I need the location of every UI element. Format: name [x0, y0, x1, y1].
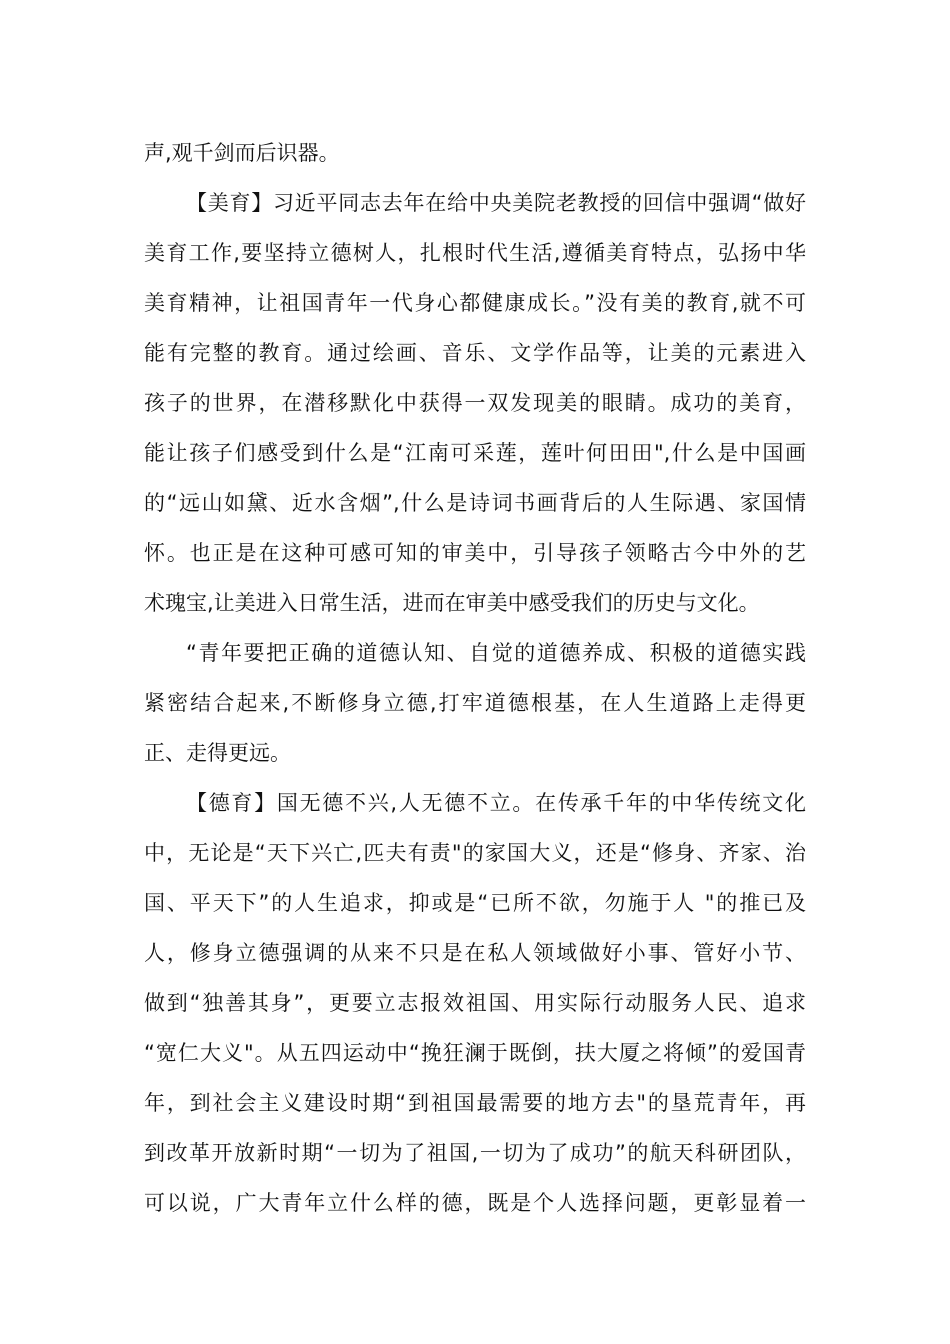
text-line-paragraph-start: “青年要把正确的道德认知、自觉的道德养成、积极的道德实践 [186, 641, 806, 665]
text-line: 美育工作,要坚持立德树人，扎根时代生活,遵循美育特点，弘扬中华 [144, 241, 806, 265]
text-line: 术瑰宝,让美进入日常生活，进而在审美中感受我们的历史与文化。 [144, 591, 760, 615]
text-line: 年，到社会主义建设时期“到祖国最需要的地方去"的垦荒青年，再 [144, 1091, 806, 1115]
text-line: 可以说，广大青年立什么样的德，既是个人选择问题，更彰显着一 [144, 1191, 806, 1215]
text-line: 中，无论是“天下兴亡,匹夫有责"的家国大义，还是“修身、齐家、治 [144, 841, 806, 865]
text-line: 紧密结合起来,不断修身立德,打牢道德根基，在人生道路上走得更 [144, 691, 806, 715]
text-line: 声,观千剑而后识器。 [144, 141, 340, 165]
text-line: 能让孩子们感受到什么是“江南可采莲，莲叶何田田",什么是中国画 [144, 441, 806, 465]
text-line: 能有完整的教育。通过绘画、音乐、文学作品等，让美的元素进入 [144, 341, 806, 365]
text-line: 美育精神，让祖国青年一代身心都健康成长。”没有美的教育,就不可 [144, 291, 806, 315]
text-line: 人，修身立德强调的从来不只是在私人领域做好小事、管好小节、 [144, 941, 806, 965]
text-line: 孩子的世界，在潜移默化中获得一双发现美的眼睛。成功的美育， [144, 391, 806, 415]
text-line: 做到“独善其身”，更要立志报效祖国、用实际行动服务人民、追求 [144, 991, 806, 1015]
text-line: 国、平天下”的人生追求，抑或是“已所不欲，勿施于人 "的推已及 [144, 891, 806, 915]
text-line-paragraph-start: 【美育】习近平同志去年在给中央美院老教授的回信中强调“做好 [186, 191, 806, 215]
text-line: 的“远山如黛、近水含烟”,什么是诗词书画背后的人生际遇、家国情 [144, 491, 806, 515]
text-line-paragraph-start: 【德育】国无德不兴,人无德不立。在传承千年的中华传统文化 [186, 791, 806, 815]
text-line: 正、走得更远。 [144, 741, 291, 765]
text-line: 到改革开放新时期“一切为了祖国,一切为了成功”的航天科研团队， [144, 1141, 806, 1165]
text-line: 怀。也正是在这种可感可知的审美中，引导孩子领略古今中外的艺 [144, 541, 806, 565]
body-text [144, 128, 806, 1228]
text-line: “宽仁大义"。从五四运动中“挽狂澜于既倒，扶大厦之将倾”的爱国青 [144, 1041, 806, 1065]
